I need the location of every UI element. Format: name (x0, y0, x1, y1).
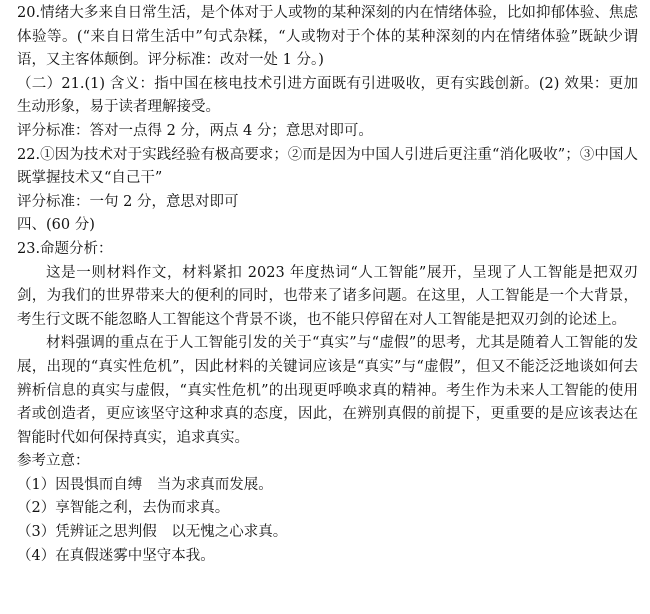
q22-answer: 22.①因为技术对于实践经验有极高要求；②而是因为中国人引进后更注重“消化吸收”；③中国人既掌握技术又“自己干” (17, 146, 638, 187)
reference-idea-3: （3）凭辨证之思判假 以无愧之心求真。 (17, 524, 288, 541)
q23-paragraph-1: 这是一则材料作文，材料紧扣 2023 年度热词“人工智能”展开，呈现了人工智能是把双刃剑，为我们的世界带来大的便利的同时，也带来了诸多问题。在这里，人工智能是一个大背景，考生行文既不能忽略人工智能这个背景不谈，也不能只停留在对人工智能是把双刃剑的论述上。 (17, 264, 638, 328)
q22-scoring: 评分标准：一句 2 分，意思对即可 (17, 193, 239, 210)
reference-idea-2: （2）享智能之利，去伪而求真。 (17, 500, 230, 517)
q21-scoring: 评分标准：答对一点得 2 分，两点 4 分；意思对即可。 (17, 122, 373, 139)
reference-idea-4: （4）在真假迷雾中坚守本我。 (17, 547, 215, 564)
q21-answer: （二）21.(1) 含义：指中国在核电技术引进方面既有引进吸收，更有实践创新。(2) 效果：更加生动形象，易于读者理解接受。 (17, 75, 638, 116)
q23-paragraph-2: 材料强调的重点在于人工智能引发的关于“真实”与“虚假”的思考，尤其是随着人工智能的发展，出现的“真实性危机”，因此材料的关键词应该是“真实”与“虚假”，但又不能泛泛地谈如何去辨析信息的真实与虚假，“真实性危机”的出现更呼唤求真的精神。考生作为未来人工智能的使用者或创造者，更应该坚守这种求真的态度，因此，在辨别真假的前提下，更重要的是应该表达在智能时代如何保持真实，追求真实。 (17, 335, 638, 446)
q20-answer: 20.情绪大多来自日常生活，是个体对于人或物的某种深刻的内在情绪体验，比如抑郁体验、焦虑体验等。(“来自日常生活中”句式杂糅，“人或物对于个体的某种深刻的内在情绪体验”既缺少谓语，又主客体颠倒。评分标准：改对一处 1 分。) (17, 5, 638, 69)
reference-idea-1: （1）因畏惧而自缚 当为求真而发展。 (17, 476, 273, 493)
q23-title: 23.命题分析： (17, 240, 113, 257)
section-4-heading: 四、(60 分) (17, 217, 95, 234)
reference-ideas-title: 参考立意： (17, 453, 90, 470)
